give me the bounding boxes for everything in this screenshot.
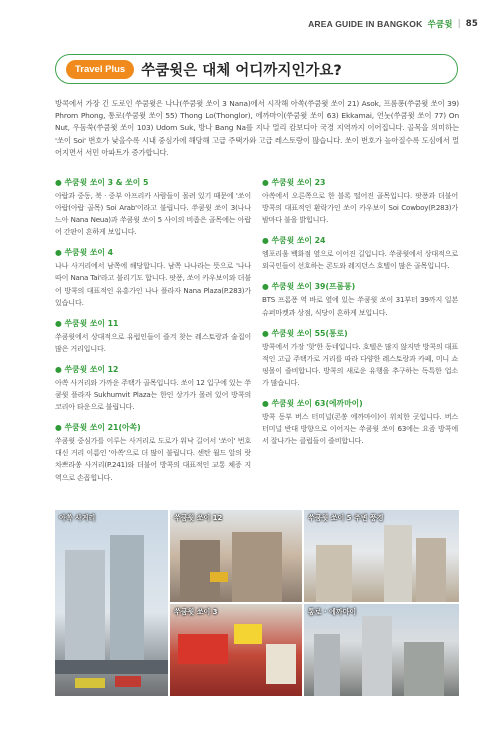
section-body: 아랍과 중동, 북 · 중부 아프리카 사람들이 몰려 있기 때문에 '쏘이 아랍(아랍 골목) Soi Arab'이라고 불립니다. 쑤쿰윗 쏘이 3(나나 느아 Nana Neua)과 쑤쿰윗 쏘이 5 사이의 비좁은 골목에는 아랍어 간판이 흔하게 보입니다. xyxy=(55,191,251,237)
section-heading: ● 쑤쿰윗 쏘이 55(통로) xyxy=(262,328,348,338)
section-soi-39 xyxy=(262,281,458,318)
section-soi-55 xyxy=(262,328,458,389)
guide-title: AREA GUIDE IN BANGKOK xyxy=(308,19,423,29)
photo-caption: 쑤쿰윗 쏘이 12 xyxy=(174,514,223,522)
section-heading: ● 쑤쿰윗 쏘이 11 xyxy=(55,318,119,328)
section-soi-11 xyxy=(55,318,251,355)
photo-collage xyxy=(55,510,459,696)
section-soi-4 xyxy=(55,247,251,308)
intro-paragraph: 방콕에서 가장 긴 도로인 쑤쿰윗은 나나(쑤쿰윗 쏘이 3 Nana)에서 시작해 아쏙(쑤쿰윗 쏘이 21) Asok, 프롬퐁(쑤쿰윗 쏘이 39) Phrom Phong, 통로(쑤쿰윗 쏘이 55) Thong Lo(Thonglor), 에까마이(쑤쿰윗 쏘이 63) Ekkamai, 언눗(쑤쿰윗 쏘이 77) On Nut, 우돔쑥(쑤쿰윗 쏘이 103) Udom Suk, 방나 Bang Na를 지나 멀리 캄보디아 국경 지역까지 이어집니다. 골목을 의미하는 '쏘이 Soi' 번호가 낮을수록 시내 중심가에 해당해 고급 주택가와 고급 레스토랑이 많습니다. 쏘이 번호가 높아질수록 도심에서 멀어지면서 서민 아파트가 증가합니다. xyxy=(55,99,459,157)
section-heading: ● 쑤쿰윗 쏘이 21(아쏙) xyxy=(55,423,141,433)
section-heading: ● 쑤쿰윗 쏘이 24 xyxy=(262,236,326,246)
section-body: 아쏙에서 오른쪽으로 한 블록 떨어진 골목입니다. 팟퐁과 더불어 방콕의 대표적인 환락가인 쏘이 카우보이 Soi Cowboy(P.283)가 밤마다 불을 밝힙니다. xyxy=(262,191,458,225)
section-body: 엠포리움 백화점 옆으로 이어진 길입니다. 쑤쿰윗에서 상대적으로 외국인들이 선호하는 콘도와 레지던스 호텔이 많은 골목입니다. xyxy=(262,249,458,271)
right-column xyxy=(262,177,458,456)
section-body: 방콕 동부 버스 터미널(콘쏭 에까마이)이 위치한 곳입니다. 버스 터미널 반대 방향으로 이어지는 쑤쿰윗 쏘이 63에는 요즘 방콕에서 잘나가는 클럽들이 즐비합니다. xyxy=(262,412,458,446)
left-column xyxy=(55,177,251,493)
section-soi-23 xyxy=(262,177,458,226)
travel-plus-title-box xyxy=(55,54,458,84)
section-body: 쑤쿰윗에서 상대적으로 유럽인들이 즐겨 찾는 레스토랑과 술집이 많은 거리입니다. xyxy=(55,331,251,353)
running-header xyxy=(308,18,478,30)
photo-caption: 쑤쿰윗 쏘이 5 주변 풍경 xyxy=(308,514,384,522)
section-heading: ● 쑤쿰윗 쏘이 3 & 쏘이 5 xyxy=(55,178,149,187)
photo-sukhumvit-soi-3 xyxy=(170,604,302,696)
section-name: 쑤쿰윗 xyxy=(427,20,453,30)
section-body: 방콕에서 가장 '핫'한 동네입니다. 호텔은 많지 않지만 방콕의 대표적인 고급 주택가로 거리를 따라 다양한 레스토랑과 카페, 미니 쇼핑몰이 즐비합니다. 방콕의 새로운 유행을 추구하는 독특한 업소가 많습니다. xyxy=(262,341,458,387)
photo-caption: 쑤쿰윗 쏘이 3 xyxy=(174,608,218,616)
photo-thonglo-ekkamai xyxy=(304,604,459,696)
section-soi-3-5 xyxy=(55,177,251,238)
photo-caption: 아쏙 사거리 xyxy=(59,514,96,522)
section-heading: ● 쑤쿰윗 쏘이 23 xyxy=(262,178,326,187)
section-body: 나나 사거리에서 남쪽에 해당합니다. 남쪽 나나라는 뜻으로 '나나 따이 Nana Tai'라고 불리기도 합니다. 팟퐁, 쏘이 카우보이와 더불어 방콕의 대표적인 유흥가인 나나 플라자 Nana Plaza(P.283)가 있습니다. xyxy=(55,261,251,307)
section-heading: ● 쑤쿰윗 쏘이 63(에까마이) xyxy=(262,399,363,409)
photo-asok-intersection xyxy=(55,510,168,696)
section-soi-24 xyxy=(262,235,458,272)
section-heading: ● 쑤쿰윗 쏘이 4 xyxy=(55,248,114,258)
section-soi-21 xyxy=(55,422,251,483)
photo-sukhumvit-soi-5-area xyxy=(304,510,459,602)
section-soi-12 xyxy=(55,364,251,413)
photo-caption: 통로 · 에까마이 xyxy=(308,608,357,616)
header-separator: | xyxy=(457,19,461,29)
section-soi-63 xyxy=(262,398,458,447)
section-body: BTS 프롬퐁 역 바로 옆에 있는 쑤쿰윗 쏘이 31부터 39까지 일본 슈퍼마켓과 상점, 식당이 흔하게 보입니다. xyxy=(262,295,458,317)
page-number: 85 xyxy=(465,19,478,29)
section-heading: ● 쑤쿰윗 쏘이 12 xyxy=(55,364,119,374)
article-title: 쑤쿰윗은 대체 어디까지인가요? xyxy=(141,62,342,79)
section-body: 아쏙 사거리와 가까운 주택가 골목입니다. 쏘이 12 입구에 있는 쑤쿰윗 플라자 Sukhumvit Plaza는 한인 상가가 몰려 있어 방콕의 코리아 타운으로 불립니다. xyxy=(55,377,251,412)
photo-sukhumvit-soi-12 xyxy=(170,510,302,602)
section-heading: ● 쑤쿰윗 쏘이 39(프롬퐁) xyxy=(262,282,356,292)
travel-plus-badge: Travel Plus xyxy=(66,60,134,79)
section-body: 쑤쿰윗 중심가를 이루는 사거리로 도로가 워낙 길어서 '쏘이' 번호 대신 거리 이름인 '아쏙'으로 더 많이 불립니다. 센탄 월드 앞의 랏차쁘라쏭 사거리(P.241)와 더불어 방콕의 대표적인 교통 체증 지역으로 손꼽힙니다. xyxy=(55,436,251,482)
